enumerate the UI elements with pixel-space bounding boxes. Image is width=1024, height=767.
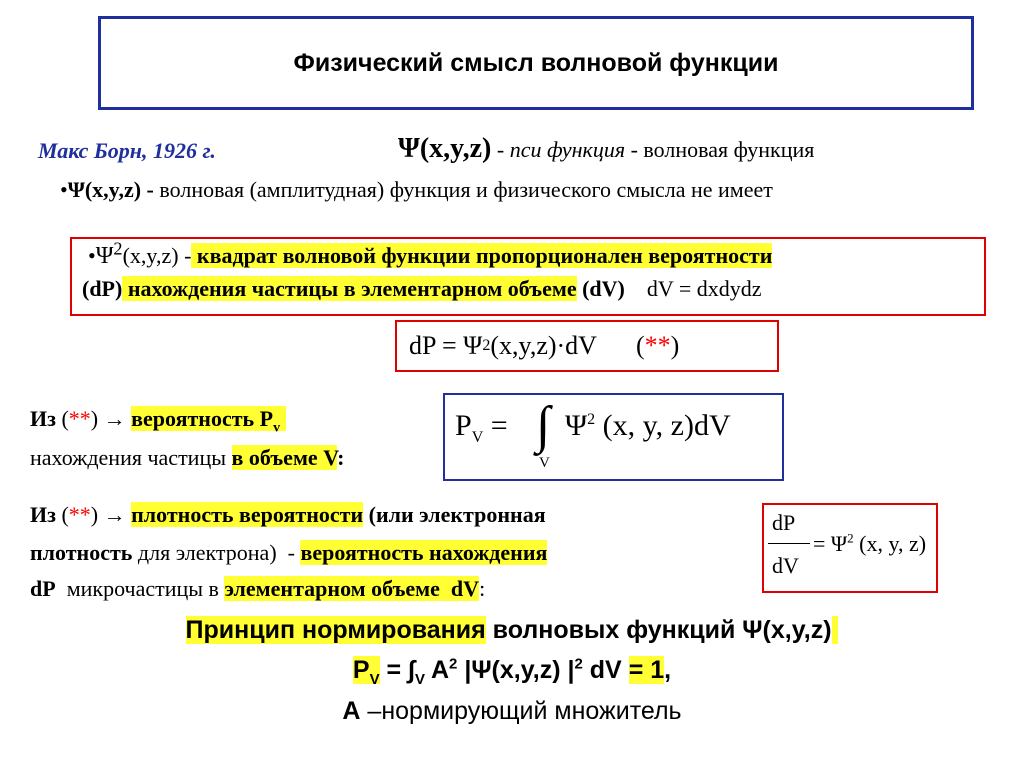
- normalization-definition: [0, 697, 1024, 726]
- integral-sign: ∫: [408, 656, 415, 684]
- from-eq-density-line3: [30, 576, 485, 602]
- colon: :: [479, 576, 486, 601]
- eq-label-open: (: [596, 331, 645, 360]
- iz-label: Из: [30, 502, 56, 527]
- args: (x,y,z) -: [122, 243, 192, 268]
- principle-rest: волновых функций Ψ(x,y,z): [485, 616, 832, 644]
- pv-symbol: P: [352, 656, 370, 684]
- slide-title: Физический смысл волновой функции: [293, 48, 779, 77]
- psi-symbol: Ψ: [95, 243, 114, 269]
- abs-sup: 2: [574, 655, 583, 673]
- stars-ref: **: [68, 502, 91, 527]
- iz-label: Из: [30, 406, 56, 431]
- fraction-denominator: dV: [772, 553, 799, 578]
- probability-box-line2: [82, 276, 762, 302]
- definition-text: –нормирующий множитель: [360, 697, 682, 725]
- amplitude-line: [60, 177, 773, 203]
- colon: :: [337, 445, 345, 470]
- fraction-bar: [768, 543, 810, 544]
- pv-symbol: P: [455, 409, 472, 442]
- integral-sub: V: [414, 671, 425, 688]
- highlight-probability: [131, 406, 286, 436]
- fraction-numerator: dP: [772, 510, 796, 535]
- superscript: 2: [113, 238, 123, 259]
- normalization-principle: [0, 616, 1024, 645]
- integral-sign: ∫: [536, 397, 551, 454]
- a-symbol: A: [342, 697, 361, 725]
- for-electron-text: для электрона) -: [132, 540, 301, 565]
- dp-label: (dP): [82, 276, 123, 301]
- psi-symbol: Ψ(x,y,z) -: [67, 177, 154, 202]
- highlight-square-proportional: квадрат волновой функции пропорционален вероятности: [191, 243, 773, 268]
- highlight-density: плотность вероятности: [131, 502, 364, 527]
- paren-open: (: [55, 502, 69, 527]
- author-line: Макс Борн, 1926 г.: [38, 138, 216, 163]
- pv-sub: V: [471, 429, 484, 446]
- eq-lhs: dP = Ψ: [409, 331, 483, 360]
- paren-open: (: [55, 406, 69, 431]
- psi-name: пси функция: [509, 137, 626, 162]
- arrow: ) →: [90, 406, 132, 431]
- highlight-finding-probability: вероятность нахождения: [300, 540, 548, 565]
- eq-rhs: (x,y,z)·dV: [490, 331, 597, 360]
- integral-body: [565, 409, 731, 443]
- stars-ref: **: [68, 406, 91, 431]
- from-eq-density-line1: [30, 502, 546, 528]
- psi-dash1: -: [491, 137, 510, 162]
- highlight-principle: Принцип нормирования: [185, 616, 486, 644]
- pv-sub: V: [369, 671, 380, 688]
- abs-psi: |Ψ(x,y,z) |: [457, 656, 575, 684]
- highlight-in-volume: в объеме V: [231, 445, 338, 470]
- args: (x, y, z): [853, 531, 927, 556]
- equals-psi: = Ψ: [813, 531, 848, 556]
- psi-symbol: Ψ: [565, 409, 588, 442]
- equals: =: [379, 656, 409, 684]
- density-word: плотность: [30, 540, 133, 565]
- dp-label: dP: [30, 576, 56, 601]
- normalization-equation: [0, 655, 1024, 688]
- psi-desc: волновая функция: [643, 137, 815, 162]
- probability-sub: v: [273, 420, 281, 436]
- integral-lhs: [455, 409, 508, 446]
- from-eq-probability-line1: [30, 406, 286, 436]
- highlight-finding-particle: нахождения частицы в элементарном объеме: [122, 276, 577, 301]
- dv-label: (dV): [576, 276, 625, 301]
- main-equation-box: dP = Ψ 2 (x,y,z)·dV ( ** ): [395, 320, 779, 372]
- derivative-rhs: [813, 531, 926, 557]
- arrow: ) →: [90, 502, 132, 527]
- bullet: •: [88, 243, 96, 268]
- a-symbol: A: [424, 656, 450, 684]
- eq-label-stars: **: [644, 331, 671, 360]
- eq-label-close: ): [670, 331, 680, 360]
- psi-definition: [398, 133, 814, 165]
- psi-sup: 2: [847, 530, 854, 546]
- amplitude-text: волновая (амплитудная) функция и физического смысла не имеет: [153, 177, 773, 202]
- integrand: (x, y, z)dV: [595, 409, 731, 442]
- author-year: 1926 г.: [153, 138, 216, 163]
- psi-dash2: -: [625, 137, 644, 162]
- author-name: Макс Борн: [38, 138, 143, 163]
- highlight-tail: [832, 616, 839, 644]
- probability-box-line1: [88, 238, 773, 270]
- a-sup: 2: [449, 655, 458, 673]
- equals: =: [483, 409, 508, 442]
- from-eq-density-line2: [30, 540, 547, 566]
- title-box: [98, 16, 974, 110]
- psi-symbol: Ψ(x,y,z): [398, 133, 492, 164]
- highlight-equals-one: = 1: [628, 656, 665, 684]
- psi-sup: 2: [587, 411, 596, 428]
- from-eq-probability-line2: [30, 445, 344, 471]
- highlight-elementary-volume: элементарном объеме dV: [224, 576, 480, 601]
- probability-text: вероятность P: [131, 406, 274, 431]
- bullet: •: [60, 177, 68, 202]
- dv-formula: dV = dxdydz: [624, 276, 762, 301]
- highlight-pv: [352, 656, 380, 688]
- comma: ,: [664, 656, 672, 684]
- integral-limit: V: [539, 455, 550, 471]
- microparticle-text: микрочастицы в: [55, 576, 225, 601]
- dv: dV: [582, 656, 629, 684]
- electron-density-text: (или электронная: [363, 502, 546, 527]
- finding-text: нахождения частицы: [30, 445, 232, 470]
